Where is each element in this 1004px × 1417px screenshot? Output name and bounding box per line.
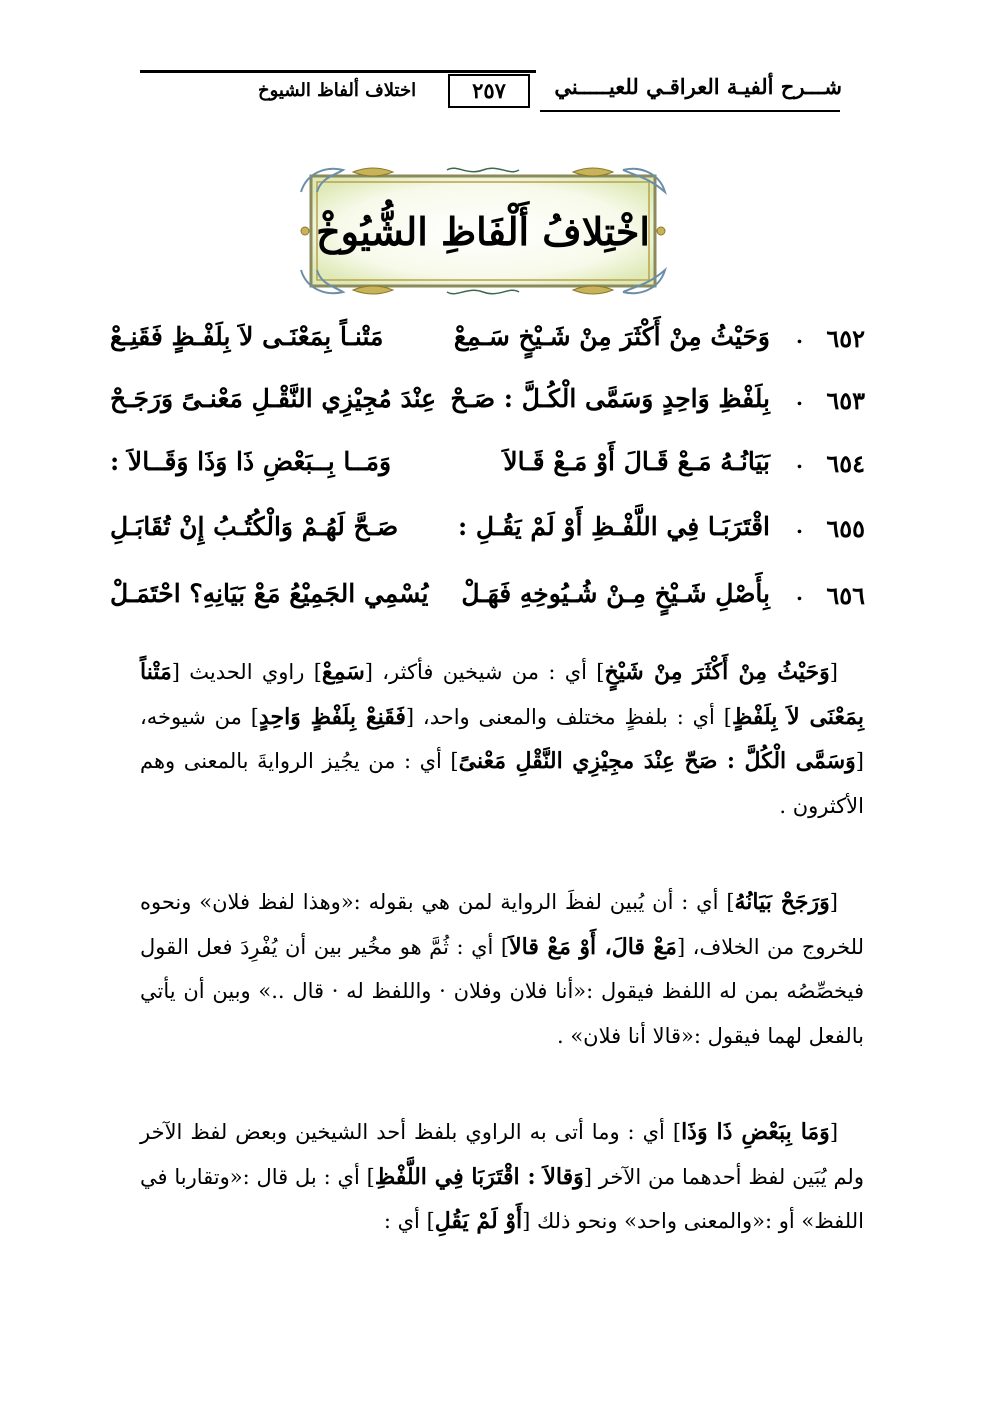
commentary-text: أي : من يجُيز الروايةَ بالمعنى وهم الأكثرون . (140, 749, 864, 818)
quoted-verse-text: وَحَيْثُ مِنْ أَكْثَرَ مِنْ شَيْخٍ (604, 659, 830, 685)
verse-first-hemistich: بِأَصْلِ شَـيْخٍ مِـنْ شُـيُوخِهِ فَهَـلْ (461, 579, 770, 608)
section-title: اخْتِلافُ أَلْفَاظِ الشُّيُوخْ (316, 208, 650, 254)
quoted-verse-text: وَمَا بِبَعْضِ ذَا وَذَا (681, 1119, 830, 1145)
commentary-text: أي : ثُمَّ هو مخُير بين أن يُفْرِدَ فعل القول فيخصِّصُه بمن له اللفظ فيقول :«أنا فلان وفلان · واللفظ له · قال ..» وبين أن يأتي بالفعل لهما فيقول :«قالا أنا فلان» . (140, 934, 864, 1048)
commentary-paragraph: [وَرَجَحْ بَيَانُهُ] أي : أن يُبين لفظَ الرواية لمن هي بقوله :«وهذا لفظ فلان» ونحوه للخروج من الخلاف، [مَعْ قالَ، أَوْ مَعْ قالاَ] أي : ثُمَّ هو مخُير بين أن يُفْرِدَ فعل القول فيخصِّصُه بمن له اللفظ فيقول :«أنا فلان وفلان · واللفظ له · قال ..» وبين أن يأتي بالفعل لهما فيقول :«قالا أنا فلان» . (140, 889, 865, 1048)
section-title-frame (297, 162, 669, 300)
commentary-text: من شيوخه، (140, 704, 242, 729)
verse-first-hemistich: اقْتَرَبَـا فِي اللَّفْـظِ أَوْ لَمْ يَقُـلِ : (457, 512, 770, 541)
quoted-verse-text: مَعْ قالَ، أَوْ مَعْ قالاَ (509, 933, 677, 960)
verse-first-hemistich: بِلَفْظِ وَاحِدٍ وَسَمَّى الْكُـلَّ : صَـحْ (450, 384, 770, 413)
verse-row (110, 380, 865, 430)
quoted-verse-text: سَمِعْ (321, 659, 365, 685)
verse-second-hemistich: مَتْنـاً بِمَعْنَـى لاَ بِلَفْـظٍ فَقَنِـعْ (110, 322, 384, 351)
header-rule-bottom (540, 110, 840, 112)
verse-row (110, 443, 865, 493)
verse-second-hemistich: يُسْمِي الجَمِيْعُ مَعْ بَيَانِهِ؟ احْتَمَـلْ (110, 579, 429, 608)
verse-separator: . (796, 386, 803, 410)
chapter-title: اختلاف ألفاظ الشيوخ (258, 80, 417, 101)
verse-separator: . (796, 449, 803, 473)
verse-number: ٦٥٥ (826, 514, 865, 543)
quoted-verse-text: فَقَنِعْ بِلَفْظٍ وَاحِدٍ (258, 703, 406, 730)
quoted-verse-text: مَتْناً بِمَعْنَى لاَ بِلَفْظٍ (140, 659, 864, 730)
verse-number: ٦٥٦ (826, 581, 865, 610)
quoted-verse-text: وَسَمَّى الْكُلَّ : صَحّ عِنْدَ مجِيْزِي النَّقْلِ مَعْنىً (458, 748, 856, 774)
verse-row (110, 575, 865, 625)
verse-row (110, 508, 865, 558)
commentary-text: أي : بل قال :«وتقاربا في اللفظ» أو :«والمعنى واحد» ونحو ذلك (140, 1164, 864, 1233)
verse-number: ٦٥٢ (826, 324, 865, 353)
header-rule-top (140, 70, 536, 73)
commentary-text: أي : بلفظٍ مختلف والمعنى واحد، (422, 704, 715, 729)
commentary-text: أي : وما أتى به الراوي بلفظ أحد الشيخين وبعض لفظ الآخر ولم يُبَين لفظ أحدهما من الآخر (140, 1120, 864, 1189)
verse-separator: . (796, 324, 803, 348)
verse-first-hemistich: بَيَانُـهُ مَـعْ قَـالَ أَوْ مَـعْ قَـالاَ (503, 447, 770, 476)
verse-second-hemistich: عِنْدَ مُجِيْزِي النَّقْـلِ مَعْنـىً وَرَجَـحْ (110, 384, 437, 413)
page-number: ٢٥٧ (448, 74, 530, 108)
verse-separator: . (796, 581, 803, 605)
commentary-text: أي : (383, 1209, 420, 1233)
verse-separator: . (796, 514, 803, 538)
commentary-text: راوي الحديث (189, 660, 305, 684)
verse-number: ٦٥٣ (826, 386, 865, 415)
commentary-text: أي : أن يُبين لفظَ الرواية لمن هي بقوله :«وهذا لفظ فلان» ونحوه للخروج من الخلاف، (140, 890, 865, 959)
book-title: شـــرح ألفيـة العراقـي للعيـــــني (554, 74, 842, 99)
commentary-paragraph: [وَحَيْثُ مِنْ أَكْثَرَ مِنْ شَيْخٍ] أي : من شيخين فأكثر، [سَمِعْ] راوي الحديث [مَتْناً بِمَعْنَى لاَ بِلَفْظٍ] أي : بلفظٍ مختلف والمعنى واحد، [فَقَنِعْ بِلَفْظٍ وَاحِدٍ] من شيوخه، [وَسَمَّى الْكُلَّ : صَحّ عِنْدَ مجِيْزِي النَّقْلِ مَعْنىً] أي : من يجُيز الروايةَ بالمعنى وهم الأكثرون . (140, 659, 864, 818)
commentary-paragraph: [وَمَا بِبَعْضِ ذَا وَذَا] أي : وما أتى به الراوي بلفظ أحد الشيخين وبعض لفظ الآخر ولم يُبَين لفظ أحدهما من الآخر [وَقالاَ : اقْتَرَبَا فِي اللَّفْظِ] أي : بل قال :«وتقاربا في اللفظ» أو :«والمعنى واحد» ونحو ذلك [أَوْ لَمْ يَقُلِ] أي : (140, 1119, 864, 1234)
quoted-verse-text: أَوْ لَمْ يَقُلِ (434, 1208, 523, 1234)
quoted-verse-text: وَرَجَحْ بَيَانُهُ (734, 889, 830, 915)
verse-second-hemistich: وَمَــا بِــبَعْضِ ذَا وَذَا وَقَــالاَ : (110, 447, 392, 476)
verse-first-hemistich: وَحَيْثُ مِنْ أَكْثَرَ مِنْ شَـيْخٍ سَـمِعْ (453, 322, 770, 351)
verse-number: ٦٥٤ (826, 449, 865, 478)
verse-second-hemistich: صَـحَّ لَهُـمْ وَالْكُتُـبُ إِنْ تُقَابَـلِ (110, 512, 399, 541)
commentary-text: أي : من شيخين فأكثر، (382, 660, 587, 684)
quoted-verse-text: وَقالاَ : اقْتَرَبَا فِي اللَّفْظِ (374, 1163, 584, 1190)
verse-row (110, 318, 865, 368)
